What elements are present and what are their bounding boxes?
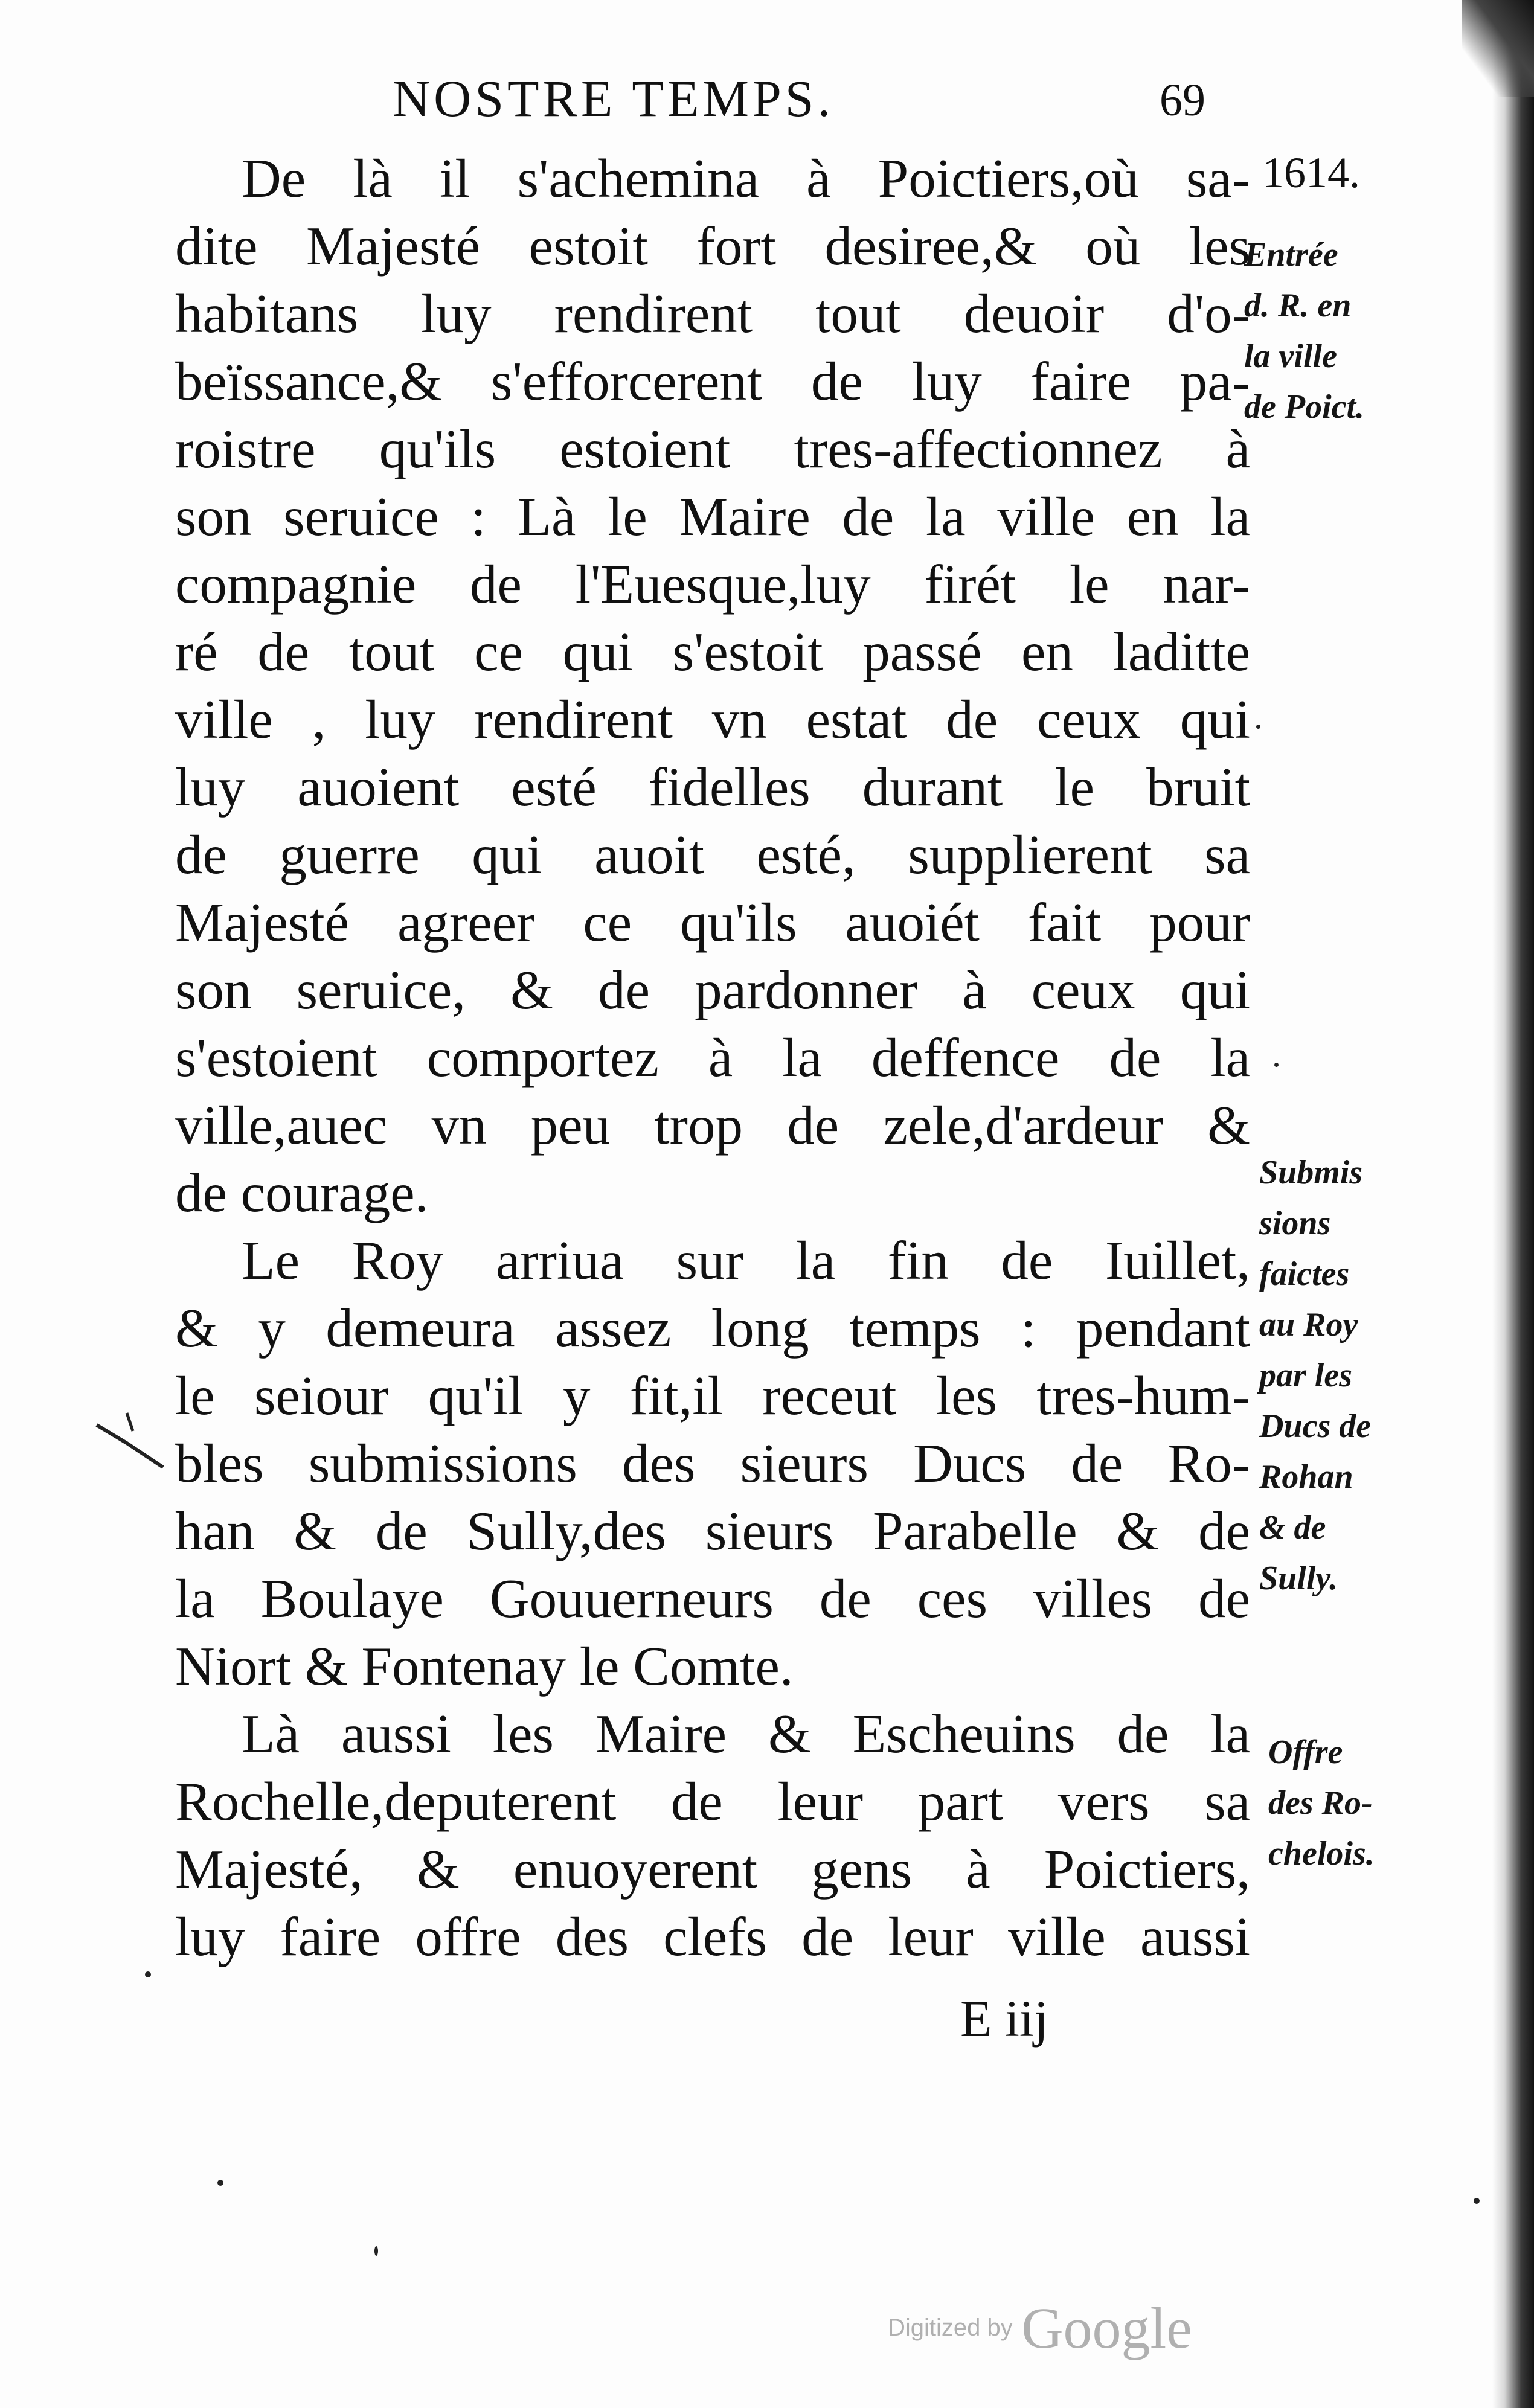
text-line: han & de Sully,des sieurs Parabelle & de bbox=[175, 1500, 1250, 1561]
text-line: Niort & Fontenay le Comte. bbox=[175, 1636, 794, 1697]
catchword-signature: E iij bbox=[960, 1990, 1048, 2048]
ink-speck bbox=[1474, 2198, 1480, 2204]
text-line: s'estoient comportez à la deffence de la bbox=[175, 1027, 1250, 1088]
margin-note-line: d. R. en bbox=[1244, 287, 1352, 324]
margin-note-line: Sully. bbox=[1259, 1560, 1338, 1597]
margin-note-entree bbox=[1244, 229, 1364, 432]
text-line: Majesté agreer ce qu'ils auoiét fait pour bbox=[175, 892, 1250, 953]
margin-note-offre bbox=[1268, 1727, 1375, 1879]
text-line: la Boulaye Gouuerneurs de ces villes de bbox=[175, 1568, 1250, 1629]
margin-note-line: sions bbox=[1259, 1205, 1331, 1242]
margin-note-line: Entrée bbox=[1244, 236, 1338, 274]
text-line: De là il s'achemina à Poictiers,où sa- bbox=[242, 148, 1250, 209]
text-line: luy faire offre des clefs de leur ville aussi bbox=[175, 1906, 1250, 1967]
text-line: compagnie de l'Euesque,luy firét le nar- bbox=[175, 554, 1250, 615]
margin-note-line: chelois. bbox=[1268, 1835, 1375, 1872]
text-line: dite Majesté estoit fort desiree,& où les bbox=[175, 216, 1250, 277]
ink-speck bbox=[374, 2246, 378, 2256]
text-line: Majesté, & enuoyerent gens à Poictiers, bbox=[175, 1839, 1250, 1900]
scan-corner-shadow bbox=[1462, 0, 1534, 97]
margin-note-line: Rohan bbox=[1259, 1458, 1353, 1496]
text-line: de guerre qui auoit esté, supplierent sa bbox=[175, 824, 1250, 885]
text-line: Là aussi les Maire & Escheuins de la bbox=[242, 1703, 1250, 1764]
text-line: ré de tout ce qui s'estoit passé en laditte bbox=[175, 621, 1250, 682]
margin-note-line: au Roy bbox=[1259, 1306, 1358, 1343]
digitized-by-google-watermark bbox=[888, 2294, 1192, 2362]
text-line: de courage. bbox=[175, 1162, 429, 1223]
margin-note-line: Offre bbox=[1268, 1734, 1343, 1771]
text-line: Rochelle,deputerent de leur part vers sa bbox=[175, 1771, 1250, 1832]
margin-note-line: Ducs de bbox=[1259, 1407, 1372, 1445]
text-line: habitans luy rendirent tout deuoir d'o- bbox=[175, 283, 1250, 344]
scan-edge-shadow bbox=[1492, 0, 1534, 2408]
text-line: bles submissions des sieurs Ducs de Ro- bbox=[175, 1433, 1250, 1494]
ink-speck bbox=[217, 2180, 223, 2186]
text-line: son seruice : Là le Maire de la ville en la bbox=[175, 486, 1250, 547]
ink-speck bbox=[1274, 1063, 1279, 1067]
text-line: le seiour qu'il y fit,il receut les tres-hum- bbox=[175, 1365, 1250, 1426]
margin-note-line: par les bbox=[1259, 1357, 1352, 1394]
margin-note-line: la ville bbox=[1244, 338, 1337, 375]
text-line: son seruice, & de pardonner à ceux qui bbox=[175, 959, 1250, 1020]
margin-year: 1614. bbox=[1262, 149, 1360, 197]
running-head: NOSTRE TEMPS. bbox=[393, 69, 835, 127]
google-logo-text: Google bbox=[1021, 2296, 1192, 2360]
margin-note-submissions bbox=[1259, 1147, 1371, 1604]
margin-note-line: de Poict. bbox=[1244, 388, 1365, 426]
margin-note-line: faictes bbox=[1259, 1255, 1350, 1293]
text-line: ville , luy rendirent vn estat de ceux qui bbox=[175, 689, 1250, 750]
text-line: Le Roy arriua sur la fin de Iuillet, bbox=[242, 1230, 1250, 1291]
text-line: ville,auec vn peu trop de zele,d'ardeur & bbox=[175, 1095, 1250, 1156]
margin-note-line: Submis bbox=[1259, 1154, 1363, 1191]
text-line: beïssance,& s'efforcerent de luy faire pa- bbox=[175, 351, 1250, 412]
watermark-prefix: Digitized by bbox=[888, 2314, 1013, 2341]
text-line: luy auoient esté fidelles durant le bruit bbox=[175, 757, 1250, 818]
ink-stroke-mark bbox=[91, 1401, 175, 1473]
margin-note-line: des Ro- bbox=[1268, 1784, 1373, 1822]
text-line: roistre qu'ils estoient tres-affectionnez à bbox=[175, 418, 1250, 479]
body-text bbox=[175, 145, 1250, 1971]
ink-speck bbox=[1256, 725, 1260, 729]
margin-note-line: & de bbox=[1259, 1509, 1326, 1546]
text-line: & y demeura assez long temps : pendant bbox=[175, 1298, 1250, 1359]
ink-speck bbox=[145, 1971, 151, 1977]
page-number: 69 bbox=[1160, 75, 1205, 126]
